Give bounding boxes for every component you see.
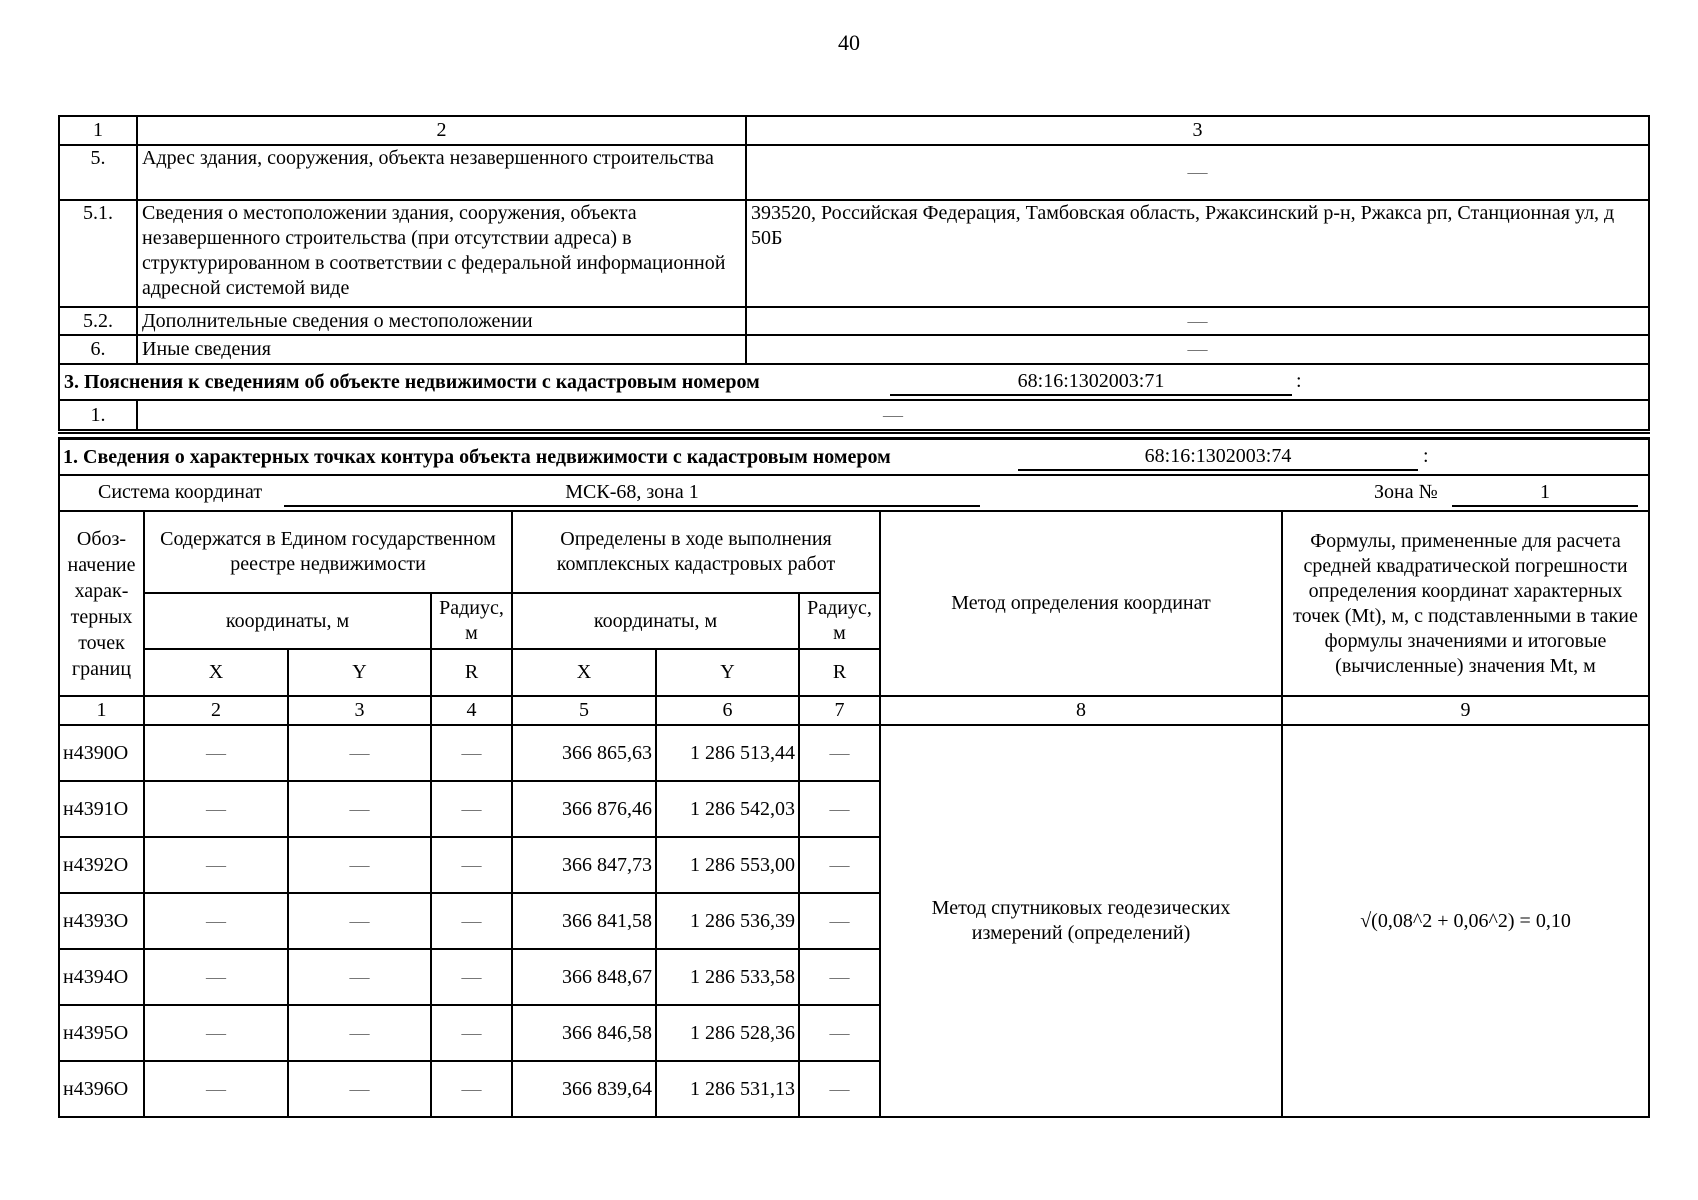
designation-header: Обоз- начение харак- терных точек границ — [59, 511, 144, 696]
egrn-y: — — [288, 837, 431, 893]
complex-y: 1 286 533,58 — [656, 949, 799, 1005]
complex-r: — — [799, 781, 880, 837]
point-id: н4393О — [59, 893, 144, 949]
complex-y: 1 286 536,39 — [656, 893, 799, 949]
row-number: 5. — [59, 145, 137, 200]
egrn-r: — — [431, 781, 512, 837]
method-header: Метод определения координат — [880, 511, 1282, 696]
coord-system-value: МСК-68, зона 1 — [284, 480, 980, 507]
egrn-x: — — [144, 1061, 288, 1117]
object-info-table — [58, 115, 1650, 431]
row-value: 393520, Российская Федерация, Тамбовская область, Ржаксинский р-н, Ржакса рп, Станционная ул, д 50Б — [746, 200, 1649, 307]
section-3-title: 3. Пояснения к сведениям об объекте недвижимости с кадастровым номером — [64, 370, 760, 393]
header-row-1 — [59, 511, 1649, 593]
point-id: н4390О — [59, 725, 144, 781]
table-row — [59, 307, 1649, 335]
row-value: — — [746, 307, 1649, 335]
formula-value: √(0,08^2 + 0,06^2) = 0,10 — [1282, 725, 1649, 1117]
zone-label: Зона № — [1374, 481, 1438, 503]
row-number: 5.1. — [59, 200, 137, 307]
row-value: — — [746, 335, 1649, 364]
points-title: 1. Сведения о характерных точках контура объекта недвижимости с кадастровым номером — [63, 445, 891, 468]
table-row — [59, 335, 1649, 364]
complex-y: 1 286 513,44 — [656, 725, 799, 781]
y-header: Y — [656, 649, 799, 696]
complex-y: 1 286 531,13 — [656, 1061, 799, 1117]
coord-system-row — [59, 475, 1649, 511]
table-row — [59, 145, 1649, 200]
col-number: 1 — [59, 696, 144, 725]
row-number: 1. — [59, 400, 137, 430]
row-number: 6. — [59, 335, 137, 364]
radius-header: Радиус, м — [431, 593, 512, 649]
x-header: X — [512, 649, 656, 696]
points-colon: : — [1423, 445, 1429, 467]
complex-x: 366 876,46 — [512, 781, 656, 837]
point-id: н4396О — [59, 1061, 144, 1117]
egrn-x: — — [144, 1005, 288, 1061]
row-number: 5.2. — [59, 307, 137, 335]
coords-header: координаты, м — [144, 593, 431, 649]
complex-r: — — [799, 949, 880, 1005]
row-value: — — [137, 400, 1649, 430]
egrn-x: — — [144, 837, 288, 893]
r-header: R — [799, 649, 880, 696]
point-id: н4394О — [59, 949, 144, 1005]
complex-r: — — [799, 1061, 880, 1117]
egrn-y: — — [288, 1061, 431, 1117]
zone-value: 1 — [1452, 480, 1638, 507]
point-id: н4395О — [59, 1005, 144, 1061]
complex-r: — — [799, 837, 880, 893]
coord-system-label: Система координат — [98, 481, 263, 503]
table-row — [59, 400, 1649, 430]
complex-y: 1 286 553,00 — [656, 837, 799, 893]
egrn-r: — — [431, 1061, 512, 1117]
complex-x: 366 848,67 — [512, 949, 656, 1005]
complex-header: Определены в ходе выполнения комплексных кадастровых работ — [512, 511, 880, 593]
table-row — [59, 200, 1649, 307]
egrn-r: — — [431, 725, 512, 781]
point-id: н4392О — [59, 837, 144, 893]
col-number: 3 — [746, 116, 1649, 145]
complex-y: 1 286 542,03 — [656, 781, 799, 837]
complex-y: 1 286 528,36 — [656, 1005, 799, 1061]
column-number-row — [59, 696, 1649, 725]
col-number: 8 — [880, 696, 1282, 725]
egrn-x: — — [144, 725, 288, 781]
col-number: 2 — [137, 116, 746, 145]
complex-x: 366 841,58 — [512, 893, 656, 949]
egrn-x: — — [144, 893, 288, 949]
egrn-y: — — [288, 893, 431, 949]
complex-r: — — [799, 725, 880, 781]
row-label: Дополнительные сведения о местоположении — [137, 307, 746, 335]
row-label: Адрес здания, сооружения, объекта незавершенного строительства — [137, 145, 746, 200]
method-value: Метод спутниковых геодезических измерений (определений) — [880, 725, 1282, 1117]
col-number: 6 — [656, 696, 799, 725]
col-number: 7 — [799, 696, 880, 725]
row-label: Сведения о местоположении здания, сооружения, объекта незавершенного строительства (при отсутствии адреса) в структурированном в соответствии с федеральной информационной адресной системой виде — [137, 200, 746, 307]
egrn-r: — — [431, 837, 512, 893]
points-table — [58, 438, 1650, 1118]
egrn-y: — — [288, 781, 431, 837]
x-header: X — [144, 649, 288, 696]
complex-x: 366 865,63 — [512, 725, 656, 781]
egrn-x: — — [144, 949, 288, 1005]
egrn-x: — — [144, 781, 288, 837]
egrn-r: — — [431, 949, 512, 1005]
coords-header: координаты, м — [512, 593, 799, 649]
egrn-header: Содержатся в Едином государственном реестре недвижимости — [144, 511, 512, 593]
egrn-y: — — [288, 1005, 431, 1061]
section-3-cadastral-number: 68:16:1302003:71 — [890, 369, 1292, 396]
egrn-r: — — [431, 1005, 512, 1061]
column-number-row — [59, 116, 1649, 145]
row-value: — — [746, 145, 1649, 200]
r-header: R — [431, 649, 512, 696]
section-3-header — [59, 364, 1649, 400]
complex-x: 366 847,73 — [512, 837, 656, 893]
complex-r: — — [799, 1005, 880, 1061]
egrn-r: — — [431, 893, 512, 949]
table-row — [59, 725, 1649, 781]
egrn-y: — — [288, 725, 431, 781]
complex-x: 366 839,64 — [512, 1061, 656, 1117]
points-title-row — [59, 439, 1649, 475]
complex-r: — — [799, 893, 880, 949]
col-number: 9 — [1282, 696, 1649, 725]
section-3-colon: : — [1296, 370, 1302, 392]
col-number: 3 — [288, 696, 431, 725]
formula-header: Формулы, примененные для расчета средней квадратической погрешности определения координат характерных точек (Mt), м, с подставленными в такие формулы значениями и итоговые (вычисленные) значения Mt, м — [1282, 511, 1649, 696]
page-number: 40 — [838, 30, 860, 55]
egrn-y: — — [288, 949, 431, 1005]
complex-x: 366 846,58 — [512, 1005, 656, 1061]
col-number: 1 — [59, 116, 137, 145]
y-header: Y — [288, 649, 431, 696]
points-cadastral-number: 68:16:1302003:74 — [1018, 444, 1418, 471]
col-number: 5 — [512, 696, 656, 725]
col-number: 2 — [144, 696, 288, 725]
col-number: 4 — [431, 696, 512, 725]
radius-header: Радиус, м — [799, 593, 880, 649]
point-id: н4391О — [59, 781, 144, 837]
row-label: Иные сведения — [137, 335, 746, 364]
